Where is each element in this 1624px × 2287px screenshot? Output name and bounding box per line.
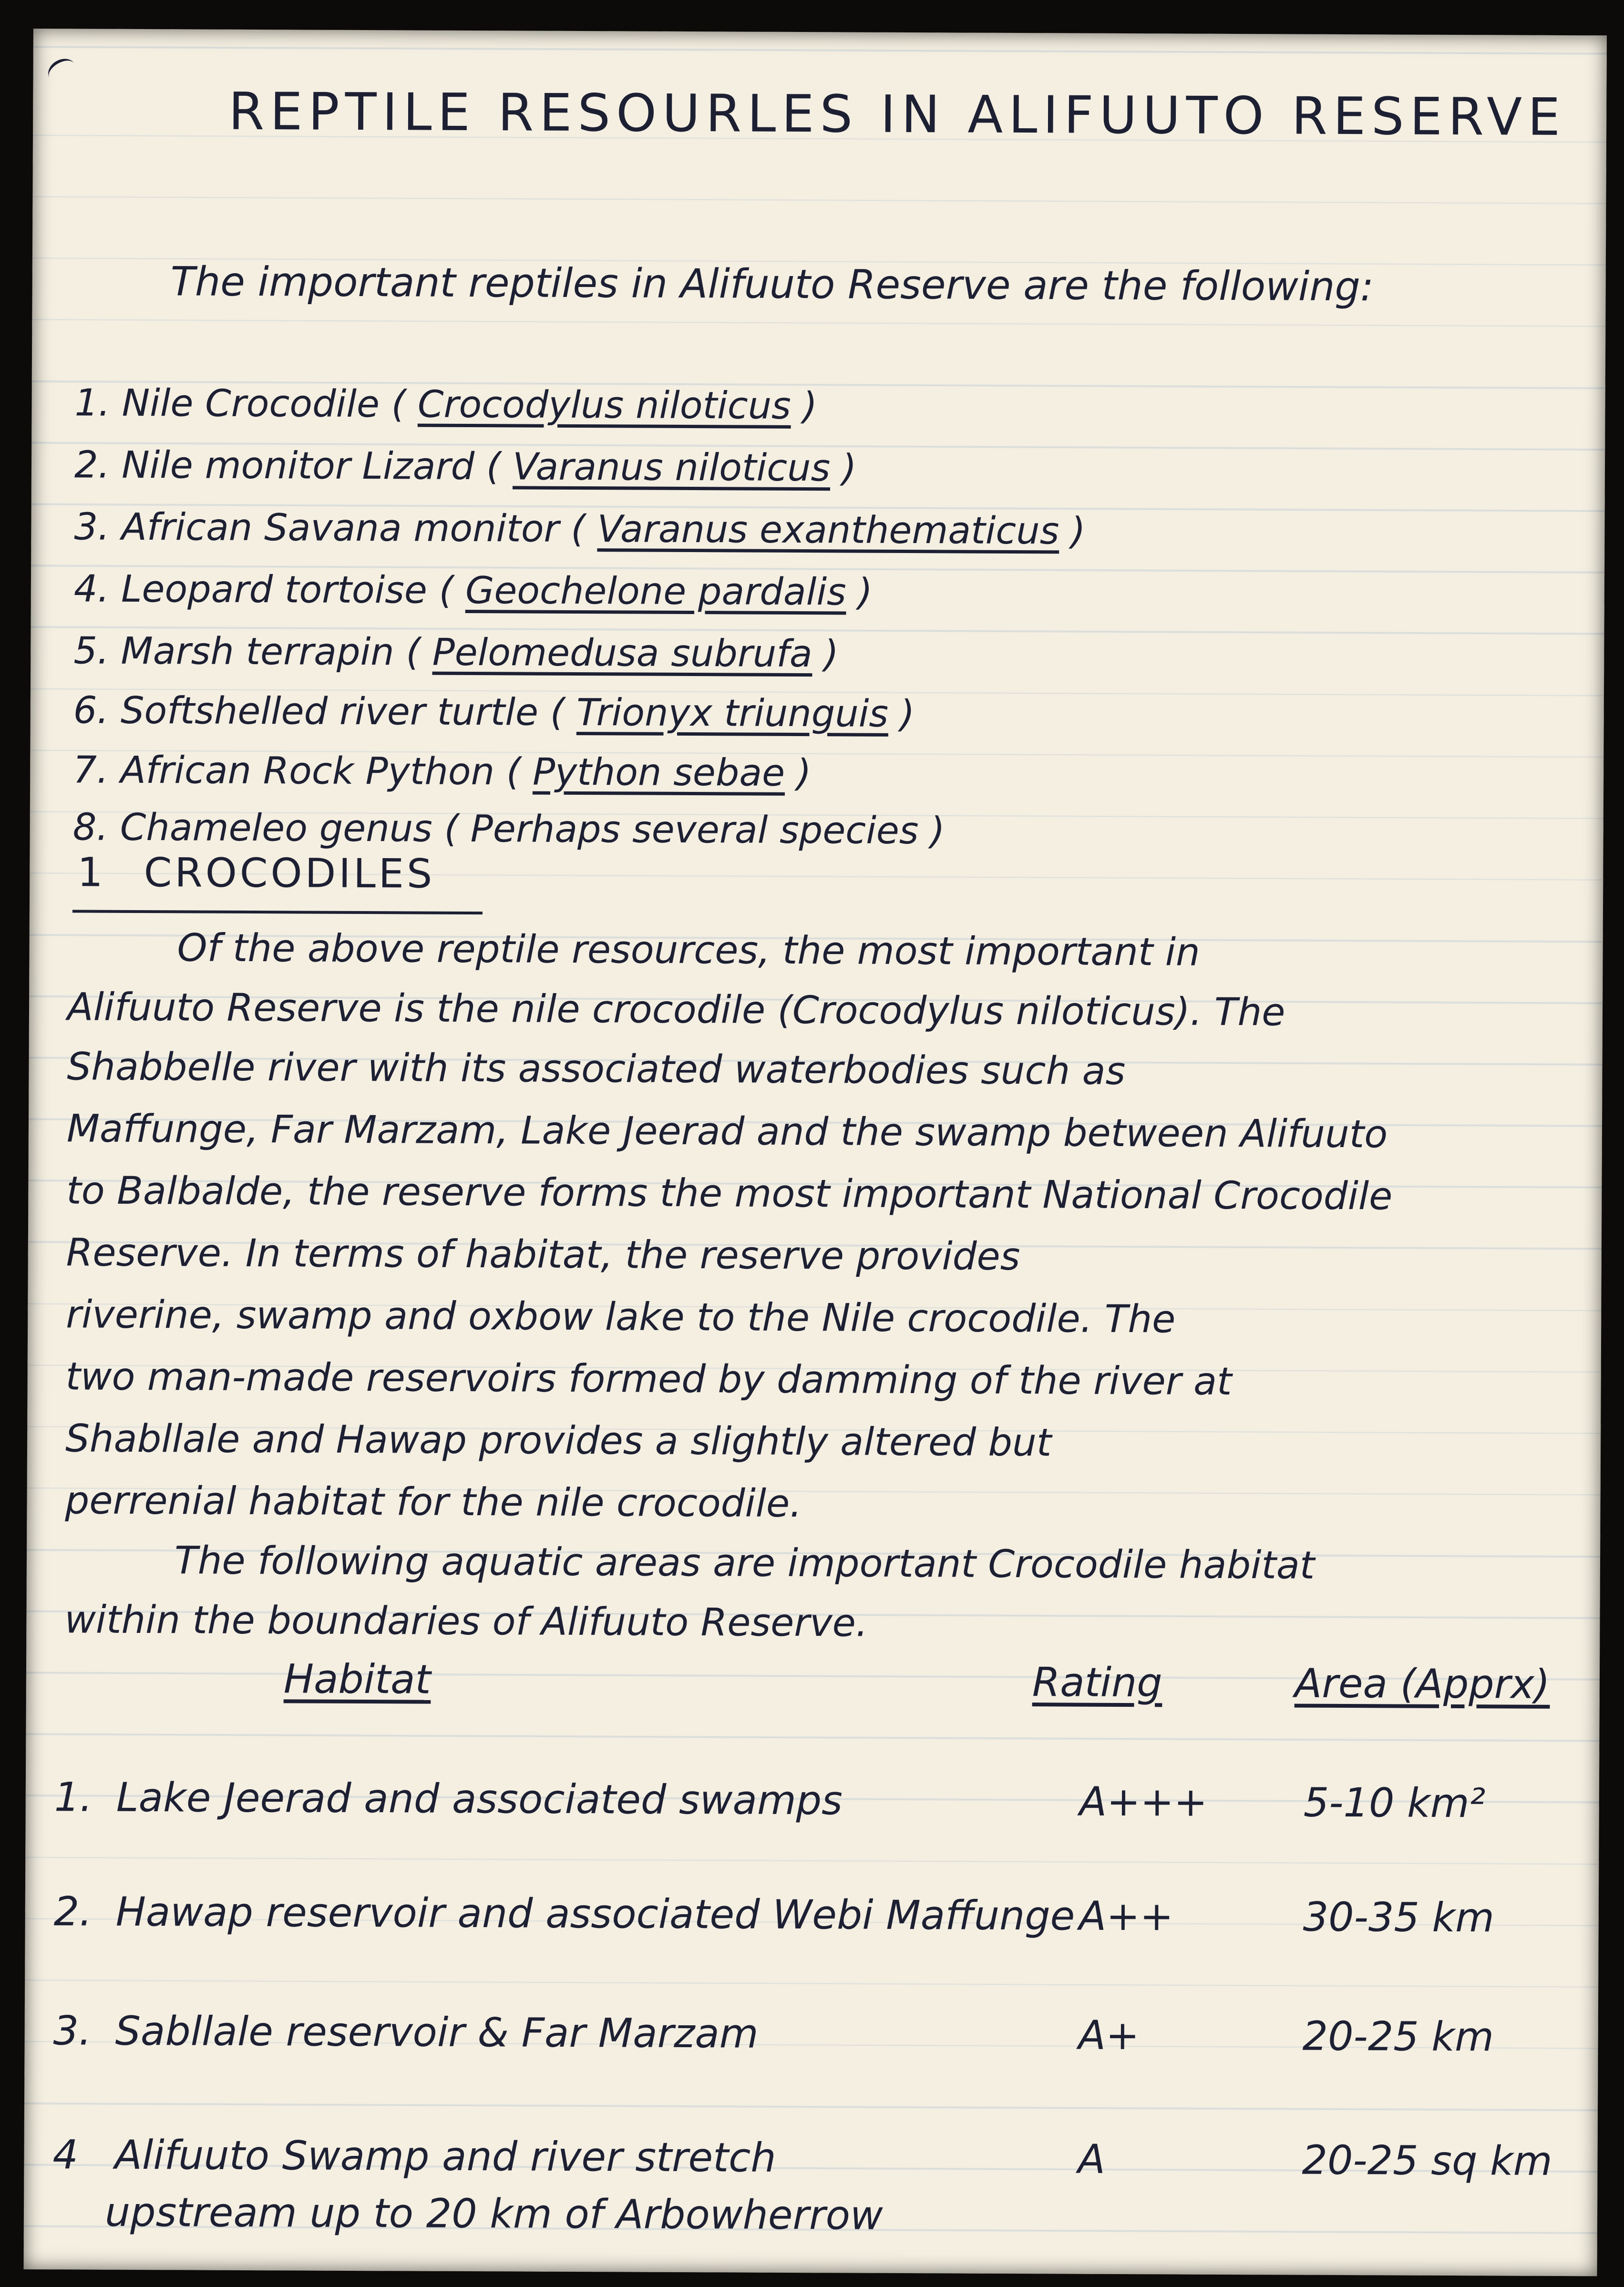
column-header-area: Area (Apprx) — [1294, 1660, 1550, 1708]
paragraph-line: The following aquatic areas are important Crocodile habitat — [174, 1538, 1315, 1588]
species-scientific-name: Geochelone pardalis — [465, 569, 846, 614]
row-number: 4 — [52, 2131, 79, 2178]
species-number: 6. — [73, 689, 109, 732]
species-number: 5. — [73, 629, 109, 673]
species-number: 1. — [74, 381, 111, 425]
species-common-name: Nile monitor Lizard — [122, 443, 475, 489]
species-item: 1. Nile Crocodile ( Crocodylus niloticus ) — [74, 381, 818, 428]
species-scientific-name: Perhaps several species — [470, 808, 919, 853]
species-item: 5. Marsh terrapin ( Pelomedusa subrufa ) — [73, 629, 839, 676]
habitat-rating: A++ — [1079, 1892, 1174, 1940]
document-page — [23, 29, 1606, 2276]
species-item: 2. Nile monitor Lizard ( Varanus niloticus ) — [74, 443, 857, 490]
habitat-area: 5-10 km² — [1303, 1779, 1486, 1827]
row-number: 2. — [53, 1888, 93, 1935]
species-item: 4. Leopard tortoise ( Geochelone pardalis ) — [73, 567, 873, 614]
species-common-name: Leopard tortoise — [121, 567, 428, 612]
paragraph-line: perrenial habitat for the nile crocodile. — [65, 1478, 802, 1526]
paragraph-line: Maffunge, Far Marzam, Lake Jeerad and the swamp between Alifuuto — [66, 1106, 1388, 1157]
paragraph-line: within the boundaries of Alifuuto Reserve. — [64, 1597, 868, 1645]
habitat-rating: A — [1078, 2135, 1106, 2183]
species-scientific-name: Python sebae — [532, 750, 785, 795]
paragraph-line: two man-made reservoirs formed by damming of the river at — [65, 1354, 1232, 1404]
species-number: 4. — [73, 567, 110, 611]
species-scientific-name: Pelomedusa subrufa — [432, 631, 812, 676]
paragraph-line: Of the above reptile resources, the most important in — [177, 925, 1200, 974]
column-header-habitat: Habitat — [283, 1655, 431, 1703]
species-common-name: Marsh terrapin — [121, 629, 394, 674]
species-scientific-name: Varanus exanthematicus — [597, 508, 1059, 553]
habitat-area: 30-35 km — [1303, 1893, 1495, 1941]
habitat-name: Lake Jeerad and associated swamps — [116, 1774, 843, 1824]
heading-underline — [72, 910, 483, 914]
habitat-area: 20-25 km — [1302, 2012, 1494, 2061]
species-scientific-name: Trionyx triunguis — [576, 691, 889, 736]
species-item: 6. Softshelled river turtle ( Trionyx triunguis ) — [73, 689, 915, 736]
species-item: 7. African Rock Python ( Python sebae ) — [73, 749, 812, 795]
paragraph-line: Reserve. In terms of habitat, the reserve provides — [66, 1230, 1020, 1279]
habitat-rating: A+++ — [1079, 1778, 1208, 1825]
habitat-name: Hawap reservoir and associated Webi Maffunge — [115, 1888, 1075, 1939]
species-scientific-name: Varanus niloticus — [512, 445, 831, 490]
column-header-rating: Rating — [1032, 1659, 1162, 1706]
species-number: 2. — [74, 443, 110, 487]
habitat-name: Alifuuto Swamp and river stretch — [114, 2131, 776, 2181]
habitat-name-continued: upstream up to 20 km of Arbowherrow — [104, 2188, 883, 2239]
section-number: 1 — [77, 849, 106, 896]
species-number: 8. — [72, 806, 109, 849]
species-item: 3. African Savana monitor ( Varanus exanthematicus ) — [74, 505, 1086, 553]
species-common-name: Softshelled river turtle — [120, 689, 539, 734]
species-item: 8. Chameleo genus ( Perhaps several species ) — [72, 806, 945, 853]
paragraph-line: Shabllale and Hawap provides a slightly altered but — [65, 1416, 1052, 1465]
species-number: 7. — [73, 749, 109, 792]
section-heading — [77, 849, 435, 897]
species-common-name: African Savana monitor — [121, 505, 559, 551]
intro-sentence: The important reptiles in Alifuuto Reserve are the following: — [170, 258, 1374, 310]
species-scientific-name: Crocodylus niloticus — [417, 383, 791, 428]
section-title: CROCODILES — [144, 849, 435, 897]
row-number: 1. — [54, 1774, 93, 1821]
habitat-rating: A+ — [1078, 2011, 1140, 2059]
habitat-area: 20-25 sq km — [1302, 2136, 1552, 2184]
species-common-name: Nile Crocodile — [122, 381, 380, 426]
document-title: REPTILE RESOURLES IN ALIFUUTO RESERVE — [228, 82, 1566, 148]
species-number: 3. — [74, 505, 110, 549]
paragraph-line: to Balbalde, the reserve forms the most important National Crocodile — [66, 1168, 1393, 1219]
row-number: 3. — [53, 2007, 92, 2054]
paragraph-line: Alifuuto Reserve is the nile crocodile (Crocodylus niloticus). The — [67, 985, 1285, 1035]
species-common-name: African Rock Python — [120, 749, 495, 794]
habitat-name: Sabllale reservoir & Far Marzam — [115, 2007, 759, 2057]
paragraph-line: riverine, swamp and oxbow lake to the Nile crocodile. The — [66, 1292, 1176, 1342]
species-common-name: Chameleo genus — [120, 806, 432, 851]
corner-pen-mark — [44, 54, 80, 87]
paragraph-line: Shabbelle river with its associated waterbodies such as — [67, 1044, 1126, 1094]
